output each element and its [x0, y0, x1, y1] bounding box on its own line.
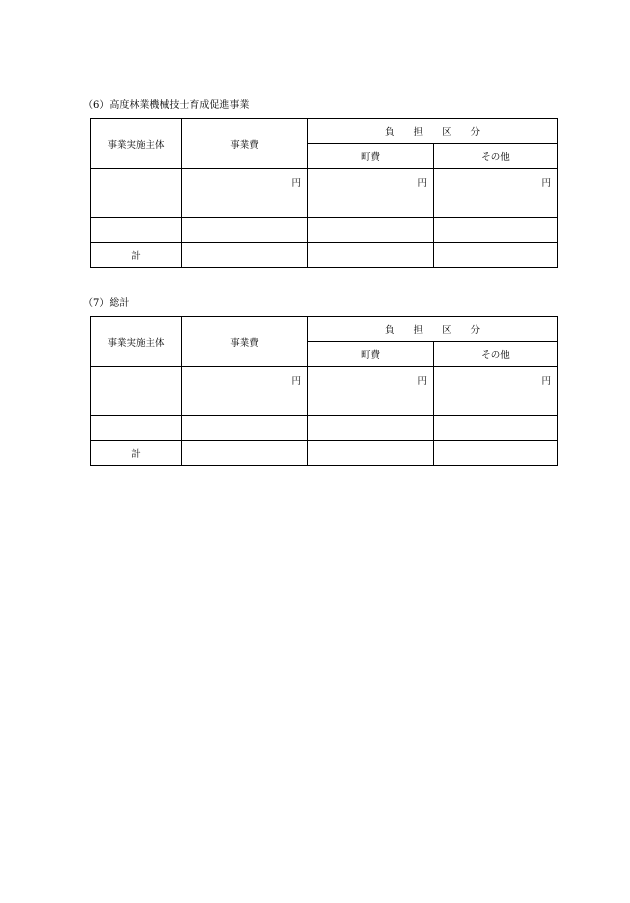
unit-label: 円 [417, 376, 427, 387]
total-cost [182, 243, 308, 268]
cell-town-cost [308, 218, 434, 243]
cell-entity [91, 218, 182, 243]
header-other: その他 [434, 342, 558, 367]
header-entity: 事業実施主体 [91, 317, 182, 367]
header-row [91, 119, 558, 144]
table-row [91, 169, 558, 218]
total-other [434, 441, 558, 466]
header-burden [308, 317, 558, 342]
table-row [91, 367, 558, 416]
cell-other [434, 169, 558, 218]
total-cost [182, 441, 308, 466]
header-cost: 事業費 [182, 317, 308, 367]
budget-table-6 [90, 118, 558, 268]
cell-cost [182, 218, 308, 243]
cell-other [434, 416, 558, 441]
cell-town-cost [308, 169, 434, 218]
cell-other [434, 218, 558, 243]
total-label: 計 [91, 441, 182, 466]
header-town-cost: 町費 [308, 144, 434, 169]
header-town-cost: 町費 [308, 342, 434, 367]
unit-label: 円 [541, 178, 552, 189]
total-row [91, 441, 558, 466]
cell-town-cost [308, 416, 434, 441]
total-other [434, 243, 558, 268]
cell-cost [182, 416, 308, 441]
total-town-cost [308, 441, 434, 466]
cell-cost [182, 367, 308, 416]
total-label: 計 [91, 243, 182, 268]
cell-town-cost [308, 367, 434, 416]
header-burden [308, 119, 558, 144]
section-title-6: （6）高度林業機械技士育成促進事業 [83, 100, 250, 111]
unit-label: 円 [417, 178, 427, 189]
cell-other [434, 367, 558, 416]
unit-label: 円 [541, 376, 552, 387]
cell-entity [91, 367, 182, 416]
header-burden-label: 負担区分 [385, 325, 500, 336]
cell-entity [91, 416, 182, 441]
header-burden-label: 負担区分 [385, 127, 500, 138]
cell-entity [91, 169, 182, 218]
unit-label: 円 [291, 178, 301, 189]
table-row [91, 416, 558, 441]
cell-cost [182, 169, 308, 218]
budget-table-7 [90, 316, 558, 466]
table-row [91, 218, 558, 243]
total-town-cost [308, 243, 434, 268]
header-entity: 事業実施主体 [91, 119, 182, 169]
header-cost: 事業費 [182, 119, 308, 169]
header-other: その他 [434, 144, 558, 169]
header-row [91, 317, 558, 342]
section-title-7: （7）総計 [83, 298, 130, 309]
total-row [91, 243, 558, 268]
unit-label: 円 [291, 376, 301, 387]
